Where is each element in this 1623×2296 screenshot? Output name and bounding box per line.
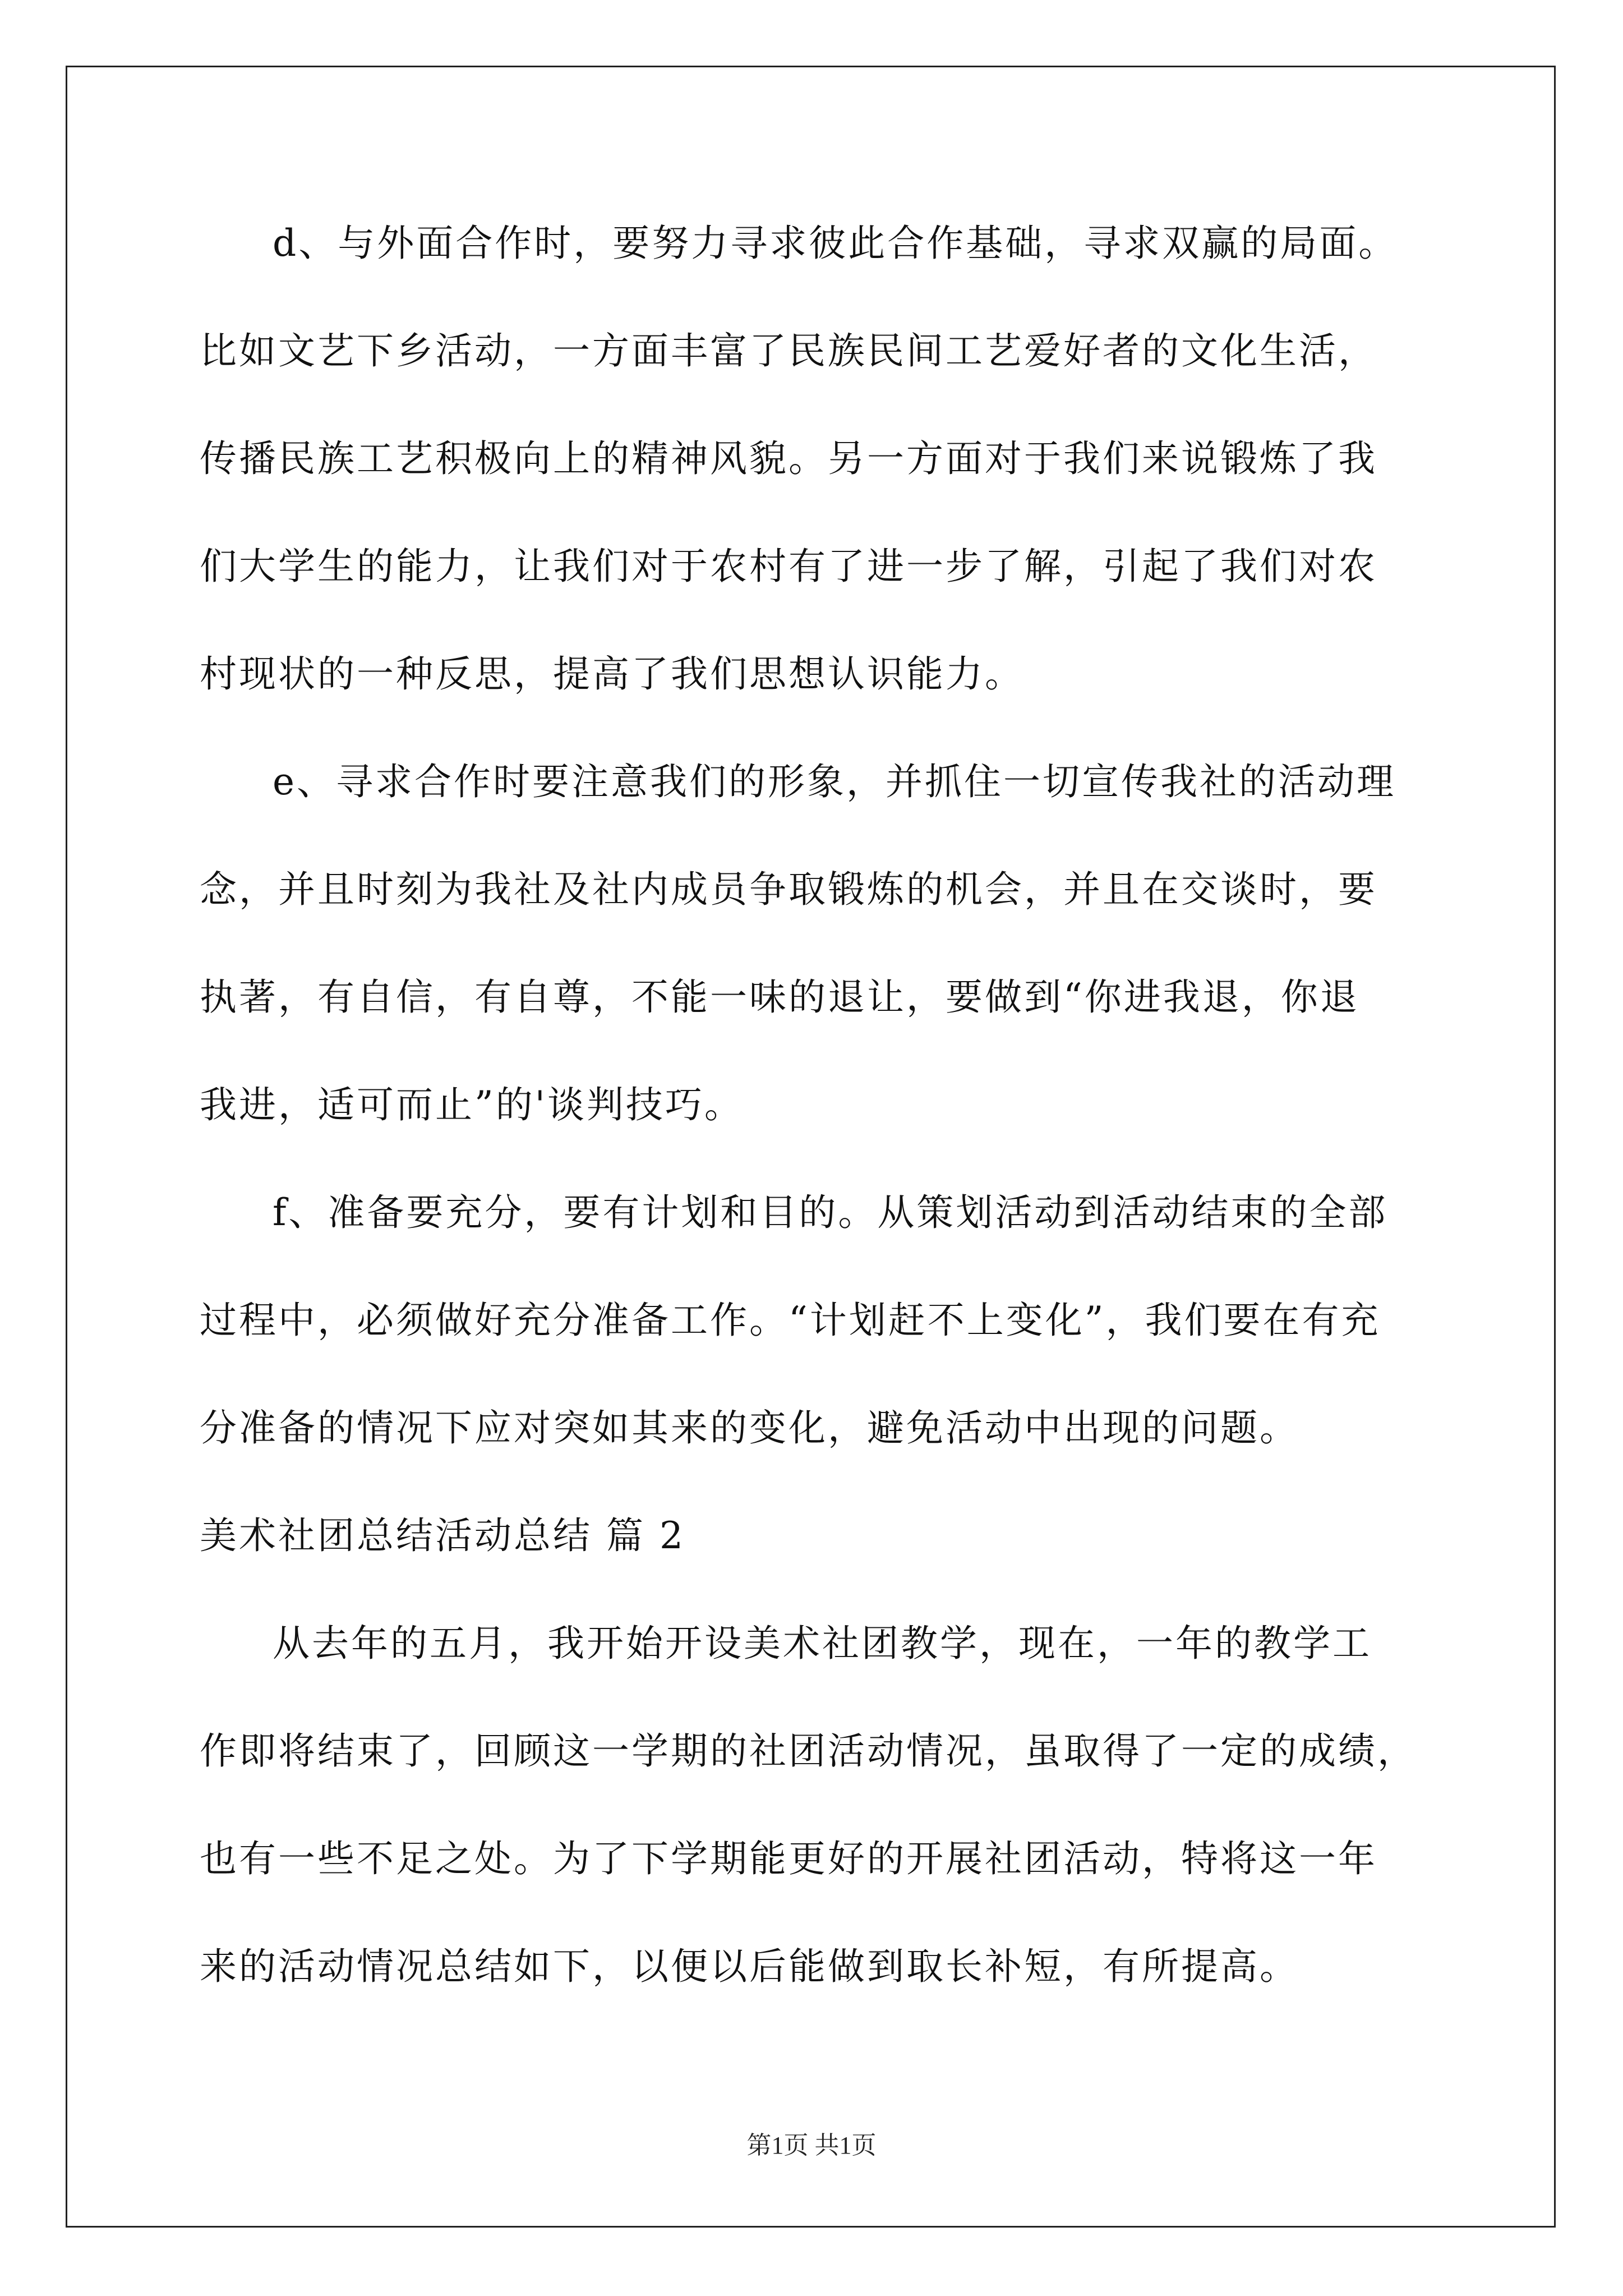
section-title: 美术社团总结活动总结 篇 2 xyxy=(200,1514,685,1557)
paragraph-e-line-1: e、寻求合作时要注意我们的形象，并抓住一切宣传我社的活动理 xyxy=(273,760,1396,803)
final-paragraph-line-1: 从去年的五月，我开始开设美术社团教学，现在，一年的教学工 xyxy=(273,1622,1372,1665)
final-paragraph-line-3: 也有一些不足之处。为了下学期能更好的开展社团活动，特将这一年 xyxy=(200,1837,1377,1880)
paragraph-f-line-1: f、准备要充分，要有计划和目的。从策划活动到活动结束的全部 xyxy=(273,1191,1388,1234)
paragraph-d-line-5: 村现状的一种反思，提高了我们思想认识能力。 xyxy=(200,652,1024,696)
page-border xyxy=(66,66,1556,2228)
final-paragraph-line-2: 作即将结束了，回顾这一学期的社团活动情况，虽取得了一定的成绩， xyxy=(200,1729,1417,1773)
paragraph-e-line-2: 念，并且时刻为我社及社内成员争取锻炼的机会，并且在交谈时，要 xyxy=(200,868,1377,911)
paragraph-d-line-2: 比如文艺下乡活动，一方面丰富了民族民间工艺爱好者的文化生活， xyxy=(200,329,1377,372)
paragraph-d-line-1: d、与外面合作时，要努力寻求彼此合作基础，寻求双赢的局面。 xyxy=(273,222,1398,265)
final-paragraph-line-4: 来的活动情况总结如下，以便以后能做到取长补短，有所提高。 xyxy=(200,1945,1299,1988)
paragraph-e-line-4: 我进，适可而止”的'谈判技巧。 xyxy=(200,1083,744,1126)
paragraph-e-line-3: 执著，有自信，有自尊，不能一味的退让，要做到“你进我退，你退 xyxy=(200,976,1359,1019)
paragraph-f-line-3: 分准备的情况下应对突如其来的变化，避免活动中出现的问题。 xyxy=(200,1406,1299,1450)
paragraph-f-line-2: 过程中，必须做好充分准备工作。“计划赶不上变化”，我们要在有充 xyxy=(200,1299,1381,1342)
paragraph-d-line-3: 传播民族工艺积极向上的精神风貌。另一方面对于我们来说锻炼了我 xyxy=(200,437,1377,480)
paragraph-d-line-4: 们大学生的能力，让我们对于农村有了进一步了解，引起了我们对农 xyxy=(200,545,1377,588)
page-number-footer: 第1页 共1页 xyxy=(746,2132,877,2159)
